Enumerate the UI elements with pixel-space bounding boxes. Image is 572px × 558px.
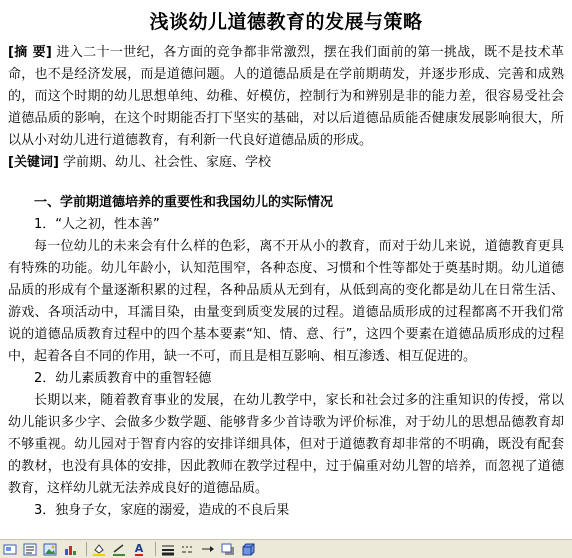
insert-chart-icon[interactable] (62, 542, 78, 556)
select-objects-icon[interactable] (22, 542, 38, 556)
subheading-2: 2．幼儿素质教育中的重智轻德 (34, 371, 212, 386)
fill-color-icon[interactable] (91, 542, 107, 556)
subheading-3: 3．独身子女，家庭的溺爱，造成的不良后果 (34, 503, 290, 518)
shadow-icon[interactable] (220, 542, 236, 556)
body-paragraph-1: 每一位幼儿的未来会有什么样的色彩，离不开从小的教育，而对于幼儿来说，道德教育更具有特殊的功能。幼儿年龄小，认知范围窄，各种态度、习惯和个性等都处于奠基时期。幼儿道德品质的形成有个量逐渐积累的过程，各种品质从无到有，从低到高的变化都是幼儿在日常生活、游戏、各项活动中，耳濡目染，由量变到质变发展的过程。道德品质形成的过程都离不开我们常说的道德品质教育过程中的四个基本要素“知、情、意、行”，这四个要素在道德品质形成的过程中，起着各自不同的作用，缺一不可，而且是相互影响、相互渗透、相互促进的。 (8, 239, 564, 364)
dash-style-icon[interactable] (180, 542, 196, 556)
keywords-text: 学前期、幼儿、社会性、家庭、学校 (63, 155, 272, 170)
abstract-paragraph (8, 42, 564, 152)
line-style-icon[interactable] (160, 542, 176, 556)
keywords-paragraph (8, 152, 564, 174)
toolbar-separator (155, 542, 156, 556)
body-paragraph-2: 长期以来，随着教育事业的发展，在幼儿教学中，家长和社会过多的注重知识的传授，常以幼儿能识多少字、会做多少数学题、能够背多少首诗歌为评价标准，对于幼儿的思想品德教育却不够重视。幼儿园对于智育内容的安排详细具体，但对于道德教育却非常的不明确，既没有配套的教材，也没有具体的安排，因此教师在教学过程中，过于偏重对幼儿智的培养，而忽视了道德教育，这样幼儿就无法养成良好的道德品质。 (8, 393, 564, 496)
keywords-label: [关键词] (8, 155, 59, 170)
section-heading: 一、学前期道德培养的重要性和我国幼儿的实际情况 (34, 195, 334, 210)
subheading-1: 1．“人之初，性本善” (34, 217, 160, 232)
toolbar-separator (86, 542, 87, 556)
drawing-toolbar (0, 539, 572, 558)
insert-picture-icon[interactable] (42, 542, 58, 556)
arrow-style-icon[interactable] (200, 542, 216, 556)
font-color-glyph: A (134, 541, 144, 555)
draw-shape-icon[interactable] (2, 542, 18, 556)
3d-icon[interactable] (240, 542, 256, 556)
blank-line (8, 174, 564, 192)
document-title: 浅谈幼儿道德教育的发展与策略 (149, 11, 423, 33)
font-color-icon[interactable] (131, 542, 147, 556)
abstract-text: 进入二十一世纪，各方面的竞争都非常激烈，摆在我们面前的第一挑战，既不是技术革命，也不是经济发展，而是道德问题。人的道德品质是在学前期萌发，并逐步形成、完善和成熟的，而这个时期的幼儿思想单纯、幼稚、好模仿，控制行为和辨别是非的能力差，很容易受社会道德品质的影响，在这个时期能否打下坚实的基础，对以后道德品质能否健康发展影响很大，所以从小对幼儿进行道德教育，有利新一代良好道德品质的形成。 (8, 45, 564, 148)
abstract-label: [摘 要] (8, 45, 52, 60)
line-color-icon[interactable] (111, 542, 127, 556)
